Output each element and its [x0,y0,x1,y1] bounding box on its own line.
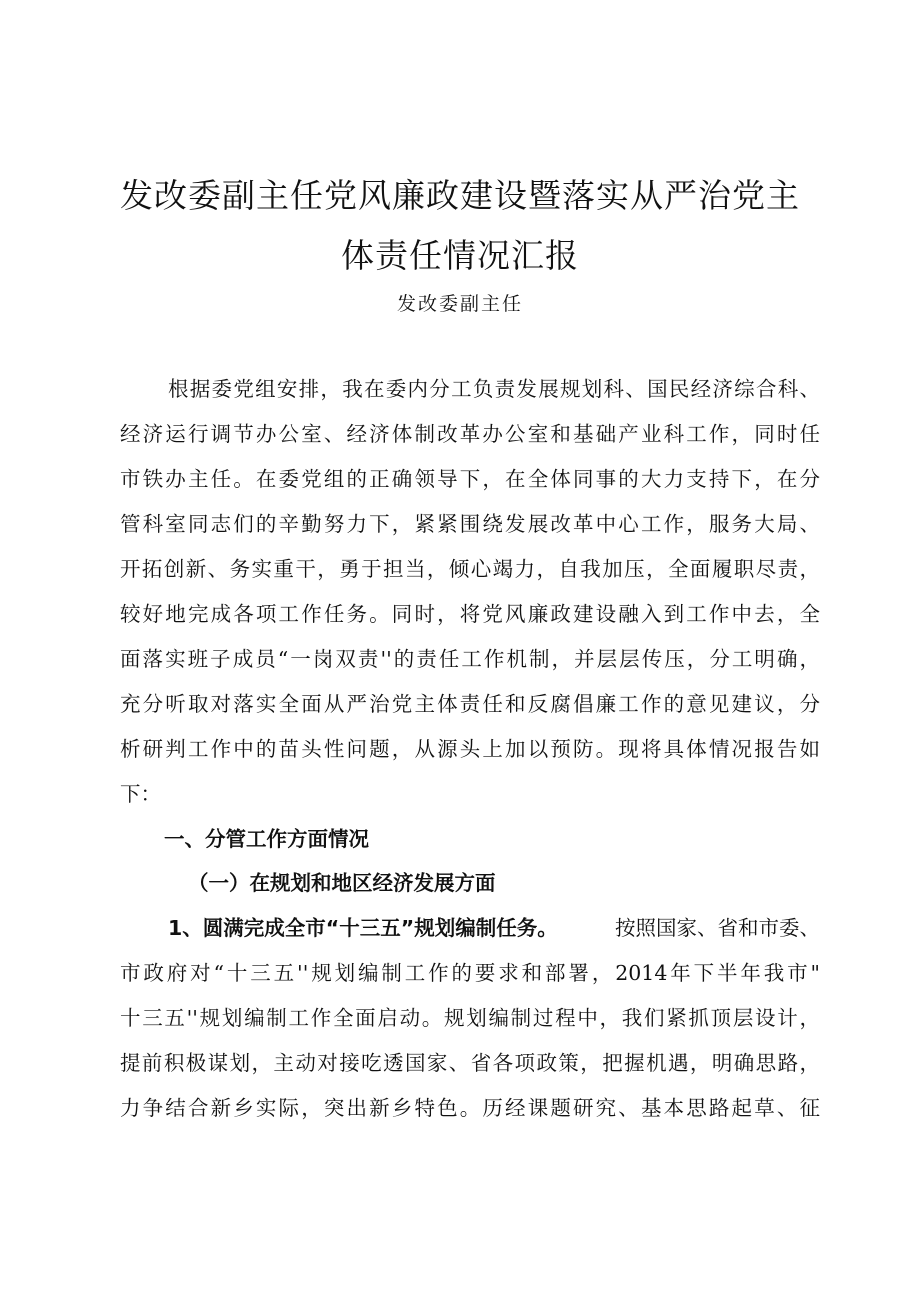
paragraph-line: 提前积极谋划，主动对接吃透国家、省各项政策，把握机遇，明确思路， [120,1051,820,1075]
paragraph-line: 充分听取对落实全面从严治党主体责任和反腐倡廉工作的意见建议，分 [120,692,820,716]
paragraph-line: 市政府对“十三五''规划编制工作的要求和部署，2014年下半年我市" [120,961,820,985]
paragraph-line: 面落实班子成员“一岗双责''的责任工作机制，并层层传压，分工明确， [120,647,820,671]
paragraph-line: 经济运行调节办公室、经济体制改革办公室和基础产业科工作，同时任 [120,422,820,446]
subsection-heading: （一）在规划和地区经济发展方面 [188,871,496,895]
paragraph-line: 十三五''规划编制工作全面启动。规划编制过程中，我们紧抓顶层设计， [120,1006,820,1030]
document-title-line-1: 发改委副主任党风廉政建设暨落实从严治党主 [120,176,800,215]
item-heading: 1、圆满完成全市“十三五”规划编制任务。 [168,916,558,940]
paragraph-line: 较好地完成各项工作任务。同时，将党风廉政建设融入到工作中去，全 [120,602,820,626]
item-text: 按照国家、省和市委、 [615,916,820,940]
document-title-line-2: 体责任情况汇报 [341,236,579,275]
paragraph-line: 市铁办主任。在委党组的正确领导下，在全体同事的大力支持下，在分 [120,467,820,491]
paragraph-line: 析研判工作中的苗头性问题，从源头上加以预防。现将具体情况报告如 [120,737,820,761]
paragraph-line: 力争结合新乡实际，突出新乡特色。历经课题研究、基本思路起草、征 [120,1096,820,1120]
paragraph-line: 下： [120,782,161,806]
document-author: 发改委副主任 [396,293,523,315]
section-heading: 一、分管工作方面情况 [164,827,369,851]
paragraph-line: 管科室同志们的辛勤努力下，紧紧围绕发展改革中心工作，服务大局、 [120,512,820,536]
paragraph-line: 开拓创新、务实重干，勇于担当，倾心竭力，自我加压，全面履职尽责， [120,557,820,581]
item-first-line [168,915,820,941]
paragraph-line: 根据委党组安排，我在委内分工负责发展规划科、国民经济综合科、 [168,377,820,401]
